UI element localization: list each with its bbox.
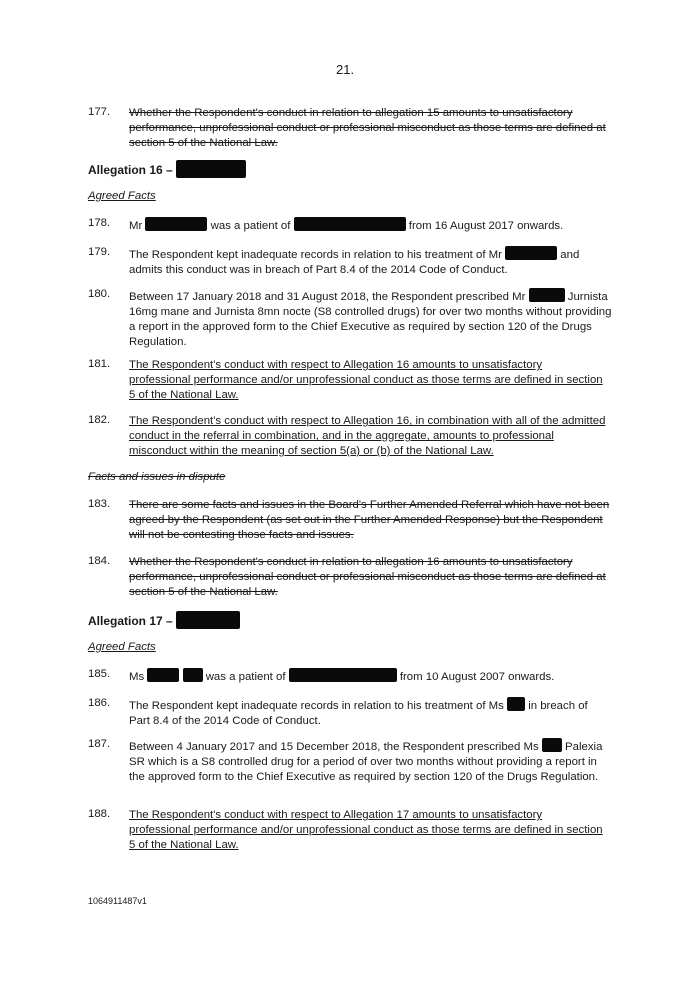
text-segment: was a patient of [210,220,291,232]
heading-text: Allegation 17 – [88,614,173,628]
paragraph-number: 183. [88,498,111,510]
paragraph-number: 185. [88,668,111,680]
text-segment: from 10 August 2007 onwards. [399,671,555,683]
redaction-block [289,668,397,682]
paragraph-number: 181. [88,358,111,370]
facts-in-dispute-subheading: Facts and issues in dispute [88,471,226,483]
paragraph-text [129,697,619,729]
paragraph-text: Whether the Respondent's conduct in relation to allegation 15 amounts to unsatisfactory performance, unprofessional conduct or professional misconduct as those terms are defined at section 5 of the National Law. [129,107,606,149]
redaction-block [529,288,565,302]
redaction-block [505,246,557,260]
text-segment: Jurnista 16mg mane and Jurnista 8mn nocte (S8 controlled drugs) for over two months without providing a report in the approved form to the Chief Executive as required by section 120 of the Drugs Regulation. [129,291,612,348]
paragraph-text: The Respondent's conduct with respect to Allegation 17 amounts to unsatisfactory professional performance and/or unprofessional conduct as those terms are defined in section 5 of the National Law. [129,809,603,851]
paragraph-text: Whether the Respondent's conduct in relation to allegation 16 amounts to unsatisfactory performance, unprofessional conduct or professional misconduct as those terms are defined at section 5 of the National Law. [129,556,606,598]
paragraph-number: 179. [88,246,111,258]
paragraph-number: 186. [88,697,111,709]
text-segment: The Respondent kept inadequate records in relation to his treatment of Ms [129,700,504,712]
paragraph-number: 180. [88,288,111,300]
paragraph-text [129,668,619,685]
redaction-block [147,668,179,682]
page-number: 21. [336,62,355,77]
paragraph-text: The Respondent's conduct with respect to Allegation 16 amounts to unsatisfactory professional performance and/or unprofessional conduct as those terms are defined in section 5 of the National Law. [129,359,603,401]
paragraph-text [129,288,614,350]
redaction-block [183,668,203,682]
text-segment: Ms [129,671,145,683]
paragraph-number: 177. [88,106,111,118]
paragraph-text [129,217,619,234]
text-segment: from 16 August 2017 onwards. [408,220,564,232]
paragraph-number: 178. [88,217,111,229]
text-segment: The Respondent kept inadequate records in relation to his treatment of Mr [129,249,502,261]
allegation-16-heading [88,160,246,178]
text-segment: and [560,249,580,261]
text-segment: admits this conduct was in breach of Part 8.4 of the 2014 Code of Conduct. [129,264,508,276]
allegation-17-heading [88,611,240,629]
paragraph-number: 184. [88,555,111,567]
text-segment: Between 17 January 2018 and 31 August 2018, the Respondent prescribed Mr [129,291,526,303]
heading-text: Allegation 16 – [88,163,173,177]
paragraph-text [129,738,609,785]
text-segment: in breach of [528,700,588,712]
paragraph-number: 187. [88,738,111,750]
text-segment: Part 8.4 of the 2014 Code of Conduct. [129,715,321,727]
paragraph-text [129,246,619,278]
paragraph-number: 188. [88,808,111,820]
text-segment: was a patient of [205,671,286,683]
redaction-block [176,611,240,629]
document-id: 1064911487v1 [88,896,147,906]
redaction-block [542,738,562,752]
text-segment: Mr [129,220,143,232]
redaction-block [176,160,246,178]
paragraph-text: There are some facts and issues in the Board's Further Amended Referral which have not been agreed by the Respondent (as set out in the Further Amended Response) but the Respondent will not be contesting those facts and issues. [129,499,610,541]
redaction-block [507,697,525,711]
text-segment: Palexia SR which is a S8 controlled drug for a period of over two months without providing a report in the approved form to the Chief Executive as required by section 120 of the Drugs Regulation. [129,741,603,783]
agreed-facts-subheading: Agreed Facts [88,190,156,202]
redaction-block [145,217,207,231]
paragraph-number: 182. [88,414,111,426]
text-segment: Between 4 January 2017 and 15 December 2018, the Respondent prescribed Ms [129,741,539,753]
paragraph-text: The Respondent's conduct with respect to Allegation 16, in combination with all of the admitted conduct in the referral in combination, and in the aggregate, amounts to professional misconduct within the meaning of section 5(a) or (b) of the National Law. [129,415,606,457]
agreed-facts-subheading: Agreed Facts [88,641,156,653]
redaction-block [294,217,406,231]
